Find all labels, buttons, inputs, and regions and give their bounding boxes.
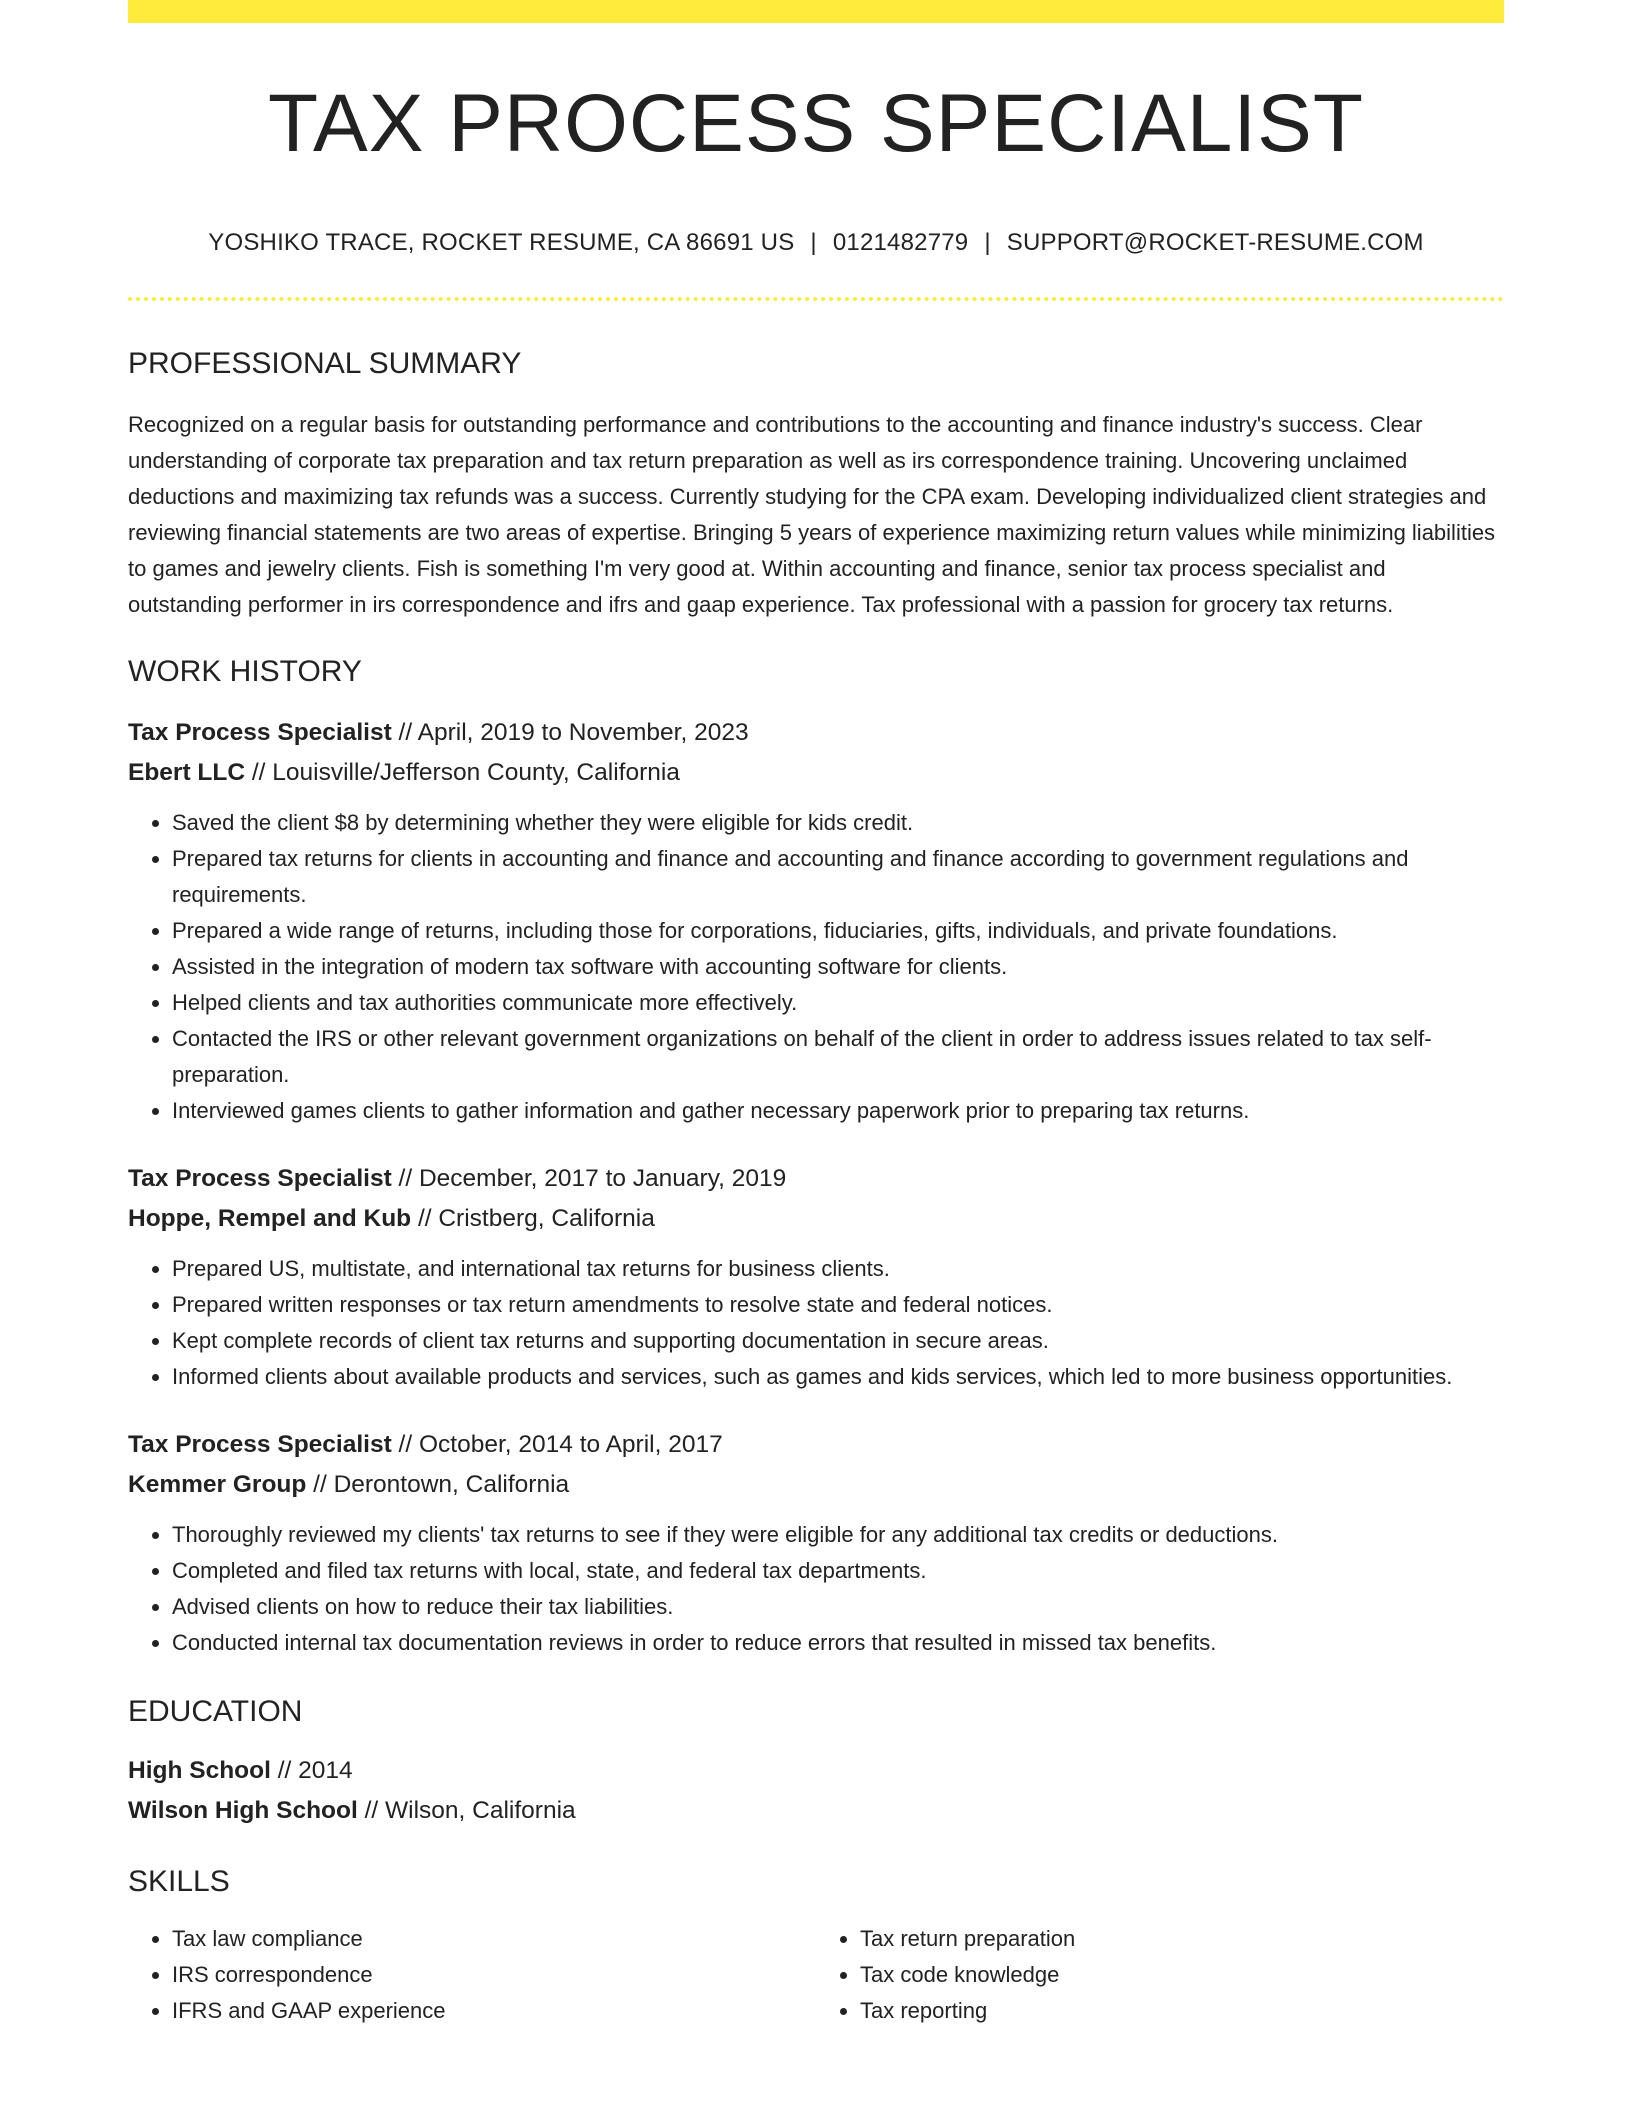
job-title-line	[128, 713, 1504, 753]
job-bullet: • Interviewed games clients to gather information and gather necessary paperwork prior to preparing tax returns.	[172, 1093, 1504, 1129]
skill-item: • Tax reporting	[860, 1993, 1504, 2029]
job-bullet: • Contacted the IRS or other relevant government organizations on behalf of the client in order to address issues related to tax self-preparation.	[172, 1021, 1504, 1093]
summary-heading: PROFESSIONAL SUMMARY	[128, 347, 522, 380]
job-dates: // December, 2017 to January, 2019	[391, 1165, 787, 1192]
skills-heading: SKILLS	[128, 1865, 230, 1898]
skill-item: • Tax law compliance	[172, 1921, 816, 1957]
job-entry	[128, 1159, 1504, 1395]
job-role: Tax Process Specialist	[128, 1431, 392, 1458]
job-bullet: • Informed clients about available products and services, such as games and kids services, which led to more business opportunities.	[172, 1359, 1504, 1395]
job-bullet: • Thoroughly reviewed my clients' tax returns to see if they were eligible for any additional tax credits or deductions.	[172, 1517, 1504, 1553]
skill-item: • IRS correspondence	[172, 1957, 816, 1993]
skills-list	[128, 1921, 1504, 2029]
contact-address: YOSHIKO TRACE, ROCKET RESUME, CA 86691 US	[208, 229, 795, 256]
skill-item: • IFRS and GAAP experience	[172, 1993, 816, 2029]
job-company: Ebert LLC	[128, 759, 246, 786]
job-location: // Louisville/Jefferson County, California	[245, 759, 680, 786]
skill-item: • Tax return preparation	[860, 1921, 1504, 1957]
job-role: Tax Process Specialist	[128, 719, 392, 746]
education-degree-line	[128, 1751, 1504, 1791]
job-bullet: • Kept complete records of client tax returns and supporting documentation in secure areas.	[172, 1323, 1504, 1359]
summary-text: Recognized on a regular basis for outstanding performance and contributions to the accounting and finance industry's success. Clear understanding of corporate tax preparation and tax return preparation as well as irs correspondence training. Uncovering unclaimed deductions and maximizing tax refunds was a success. Currently studying for the CPA exam. Developing individualized client strategies and reviewing financial statements are two areas of expertise. Bringing 5 years of experience maximizing return values while minimizing liabilities to games and jewelry clients. Fish is something I'm very good at. Within accounting and finance, senior tax process specialist and outstanding performer in irs correspondence and ifrs and gaap experience. Tax professional with a passion for grocery tax returns.	[128, 412, 1496, 617]
work-history-heading: WORK HISTORY	[128, 655, 362, 688]
education-school-line	[128, 1791, 1504, 1831]
education-degree: High School	[128, 1757, 271, 1784]
contact-separator: |	[810, 229, 817, 256]
dotted-divider	[128, 297, 1504, 301]
job-bullet: • Assisted in the integration of modern tax software with accounting software for clients.	[172, 949, 1504, 985]
education-entry	[128, 1751, 1504, 1831]
contact-line	[128, 231, 1504, 255]
job-dates: // October, 2014 to April, 2017	[391, 1431, 723, 1458]
contact-email[interactable]: SUPPORT@ROCKET-RESUME.COM	[1006, 229, 1424, 256]
resume-page	[128, 0, 1504, 2029]
job-dates: // April, 2019 to November, 2023	[391, 719, 749, 746]
education-heading: EDUCATION	[128, 1695, 303, 1728]
job-bullets	[128, 805, 1504, 1129]
contact-phone: 0121482779	[832, 229, 969, 256]
job-company: Kemmer Group	[128, 1471, 307, 1498]
skill-item: • Tax code knowledge	[860, 1957, 1504, 1993]
contact-separator: |	[984, 229, 991, 256]
job-bullet: • Prepared a wide range of returns, including those for corporations, fiduciaries, gifts, individuals, and private foundations.	[172, 913, 1504, 949]
job-title-line	[128, 1159, 1504, 1199]
job-bullet: • Conducted internal tax documentation reviews in order to reduce errors that resulted in missed tax benefits.	[172, 1625, 1504, 1661]
job-bullet: • Advised clients on how to reduce their tax liabilities.	[172, 1589, 1504, 1625]
job-location: // Cristberg, California	[411, 1205, 655, 1232]
resume-title: TAX PROCESS SPECIALIST	[268, 78, 1364, 169]
job-bullet: • Prepared tax returns for clients in accounting and finance and accounting and finance according to government regulations and requirements.	[172, 841, 1504, 913]
education-year: // 2014	[270, 1757, 353, 1784]
education-location: // Wilson, California	[357, 1797, 576, 1824]
accent-bar	[128, 0, 1504, 23]
job-company-line	[128, 1465, 1504, 1505]
job-bullet: • Completed and filed tax returns with local, state, and federal tax departments.	[172, 1553, 1504, 1589]
job-company-line	[128, 1199, 1504, 1239]
job-role: Tax Process Specialist	[128, 1165, 392, 1192]
skills-column-right	[816, 1921, 1504, 2029]
job-bullet: • Prepared US, multistate, and international tax returns for business clients.	[172, 1251, 1504, 1287]
job-bullet: • Saved the client $8 by determining whether they were eligible for kids credit.	[172, 805, 1504, 841]
job-entry	[128, 713, 1504, 1129]
job-company-line	[128, 753, 1504, 793]
job-bullet: • Helped clients and tax authorities communicate more effectively.	[172, 985, 1504, 1021]
education-school: Wilson High School	[128, 1797, 358, 1824]
skills-column-left	[128, 1921, 816, 2029]
job-company: Hoppe, Rempel and Kub	[128, 1205, 412, 1232]
job-location: // Derontown, California	[306, 1471, 570, 1498]
job-bullets	[128, 1517, 1504, 1661]
job-bullet: • Prepared written responses or tax return amendments to resolve state and federal notices.	[172, 1287, 1504, 1323]
job-title-line	[128, 1425, 1504, 1465]
job-bullets	[128, 1251, 1504, 1395]
job-entry	[128, 1425, 1504, 1661]
